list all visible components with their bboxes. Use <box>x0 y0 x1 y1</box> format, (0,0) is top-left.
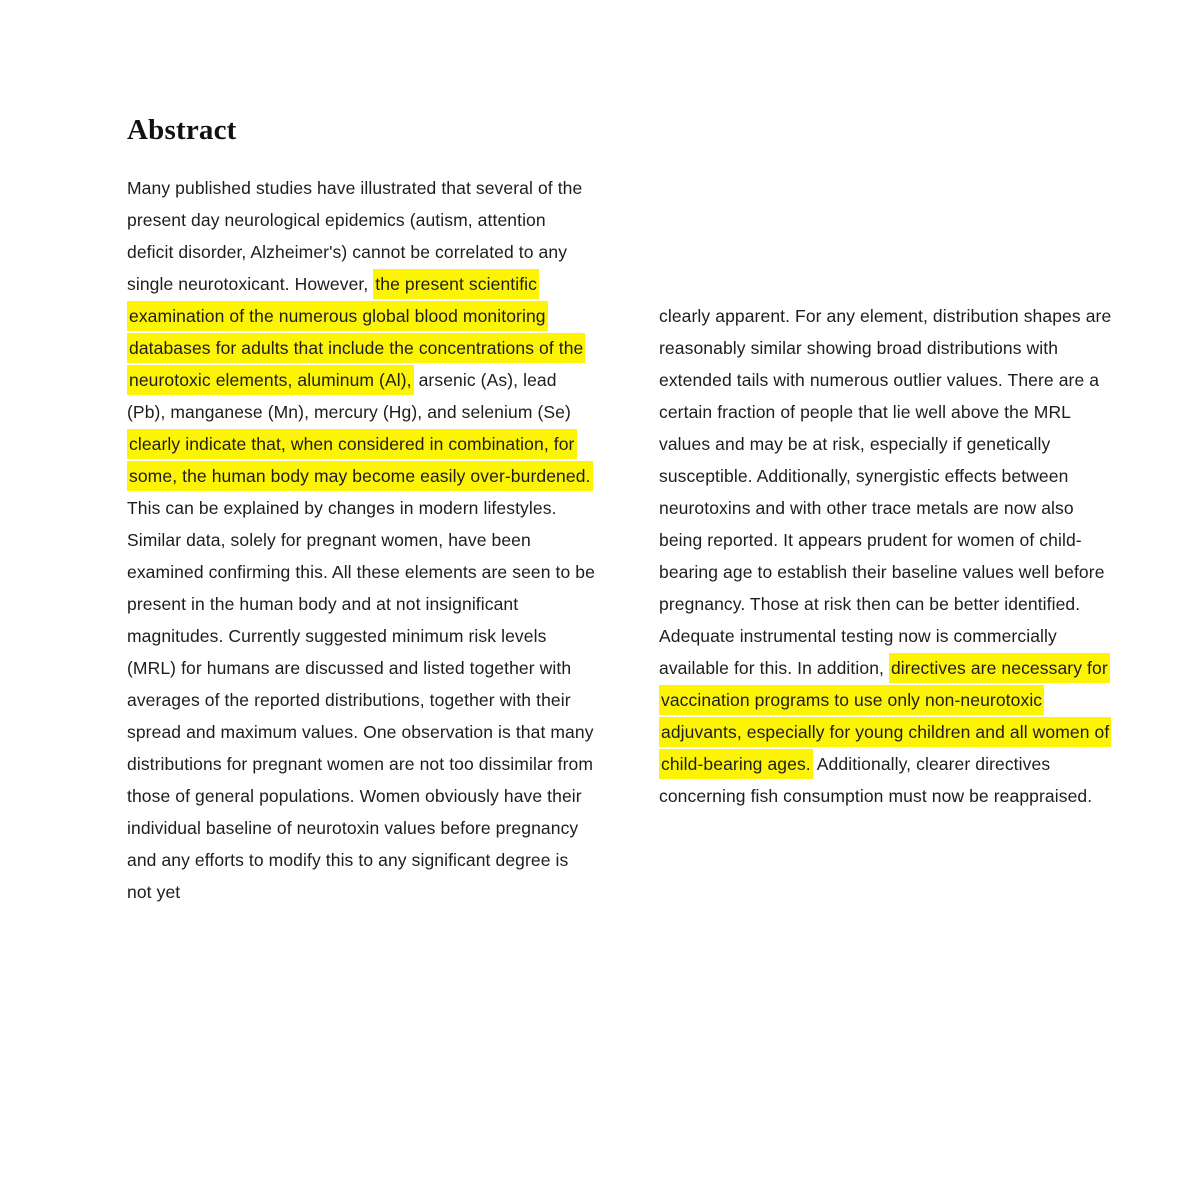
text-segment: arsenic (As), lead (Pb), manganese (Mn), mercury (Hg), and selenium (Se) <box>127 370 571 422</box>
abstract-columns <box>127 172 1119 908</box>
highlighted-text-segment: directives are necessary for vaccination programs to use only non-neurotoxic adjuvants, especially for young children and all women of child-bearing ages. <box>659 653 1111 779</box>
highlighted-text-segment: the present scientific examination of the numerous global blood monitoring databases for adults that include the concentrations of the neurotoxic elements, aluminum (Al), <box>127 269 585 395</box>
text-segment: Additionally, clearer directives concerning fish consumption must now be reappraised. <box>659 754 1093 806</box>
abstract-column-right <box>659 300 1119 908</box>
abstract-column-left <box>127 172 597 908</box>
text-segment: Many published studies have illustrated that several of the present day neurological epidemics (autism, attention deficit disorder, Alzheimer's) cannot be correlated to any single neurotoxicant. However, <box>127 178 583 294</box>
highlighted-text-segment: clearly indicate that, when considered in combination, for some, the human body may become easily over-burdened. <box>127 429 593 491</box>
abstract-heading: Abstract <box>127 114 237 146</box>
text-segment: clearly apparent. For any element, distribution shapes are reasonably similar showing broad distributions with extended tails with numerous outlier values. There are a certain fraction of people that lie well above the MRL values and may be at risk, especially if genetically susceptible. Additionally, synergistic effects between neurotoxins and with other trace metals are now also being reported. It appears prudent for women of child-bearing age to establish their baseline values well before pregnancy. Those at risk then can be better identified. Adequate instrumental testing now is commercially available for this. In addition, <box>659 306 1112 678</box>
text-segment: This can be explained by changes in modern lifestyles. Similar data, solely for pregnant women, have been examined confirming this. All these elements are seen to be present in the human body and at not insignificant magnitudes. Currently suggested minimum risk levels (MRL) for humans are discussed and listed together with averages of the reported distributions, together with their spread and maximum values. One observation is that many distributions for pregnant women are not too dissimilar from those of general populations. Women obviously have their individual baseline of neurotoxin values before pregnancy and any efforts to modify this to any significant degree is not yet <box>127 498 595 902</box>
